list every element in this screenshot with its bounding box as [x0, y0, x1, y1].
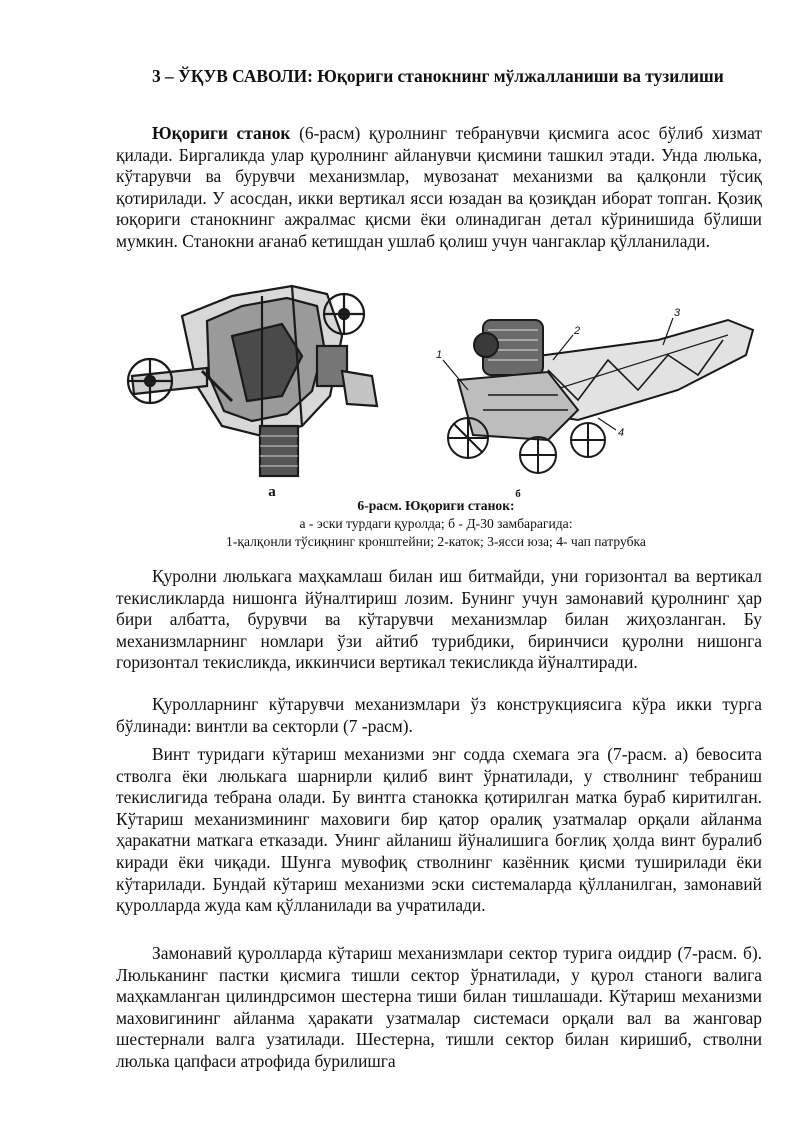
section-heading: 3 – ЎҚУВ САВОЛИ: Юқориги станокнинг мўлжалланиши ва тузилиши: [152, 66, 724, 86]
paragraph-2: Қуролни люлькага маҳкамлаш билан иш битмайди, уни горизонтал ва вертикал текисликларда нишонга йўналтириш лозим. Бунинг учун замонавий қуролнинг ҳар бири албатта, бурувчи ва кўтарувчи механизмлар билан жиҳозланган. Бу механизмларнинг номлари ўзи айтиб турибдики, биринчиси қуролни нишонга горизонтал текисликда, иккинчиси вертикал текисликда йўналтиради.: [116, 566, 762, 673]
part-label-2: 2: [574, 325, 581, 337]
part-label-3: 3: [674, 307, 681, 319]
paragraph-4: Винт туридаги кўтариш механизми энг содда схемага эга (7-расм. а) бевосита стволга ёки люлькага шарнирли қилиб винт ўрнатилади, у стволнинг тебраниш текислигида тебрана олади. Бу винтга станокка қотирилган матка бураб киритилган. Кўтариш механизмининг маховиги бир қатор оралиқ узатмалар орқали айланма ҳаракатни маткага етказади. Унинг айланиш йўналишига боғлиқ ҳолда винт буралиб киради ёки чиқади. Шунга мувофиқ стволнинг казённик қисми туширилади ёки кўтарилади. Бундай кўтариш механизми эски системаларда қўлланилган, замонавий қуролларда жуда кам қўлланилади ва учратилади.: [116, 744, 762, 916]
term-upper-carriage: Юқориги станок: [152, 123, 291, 143]
figure-b-illustration: [428, 300, 768, 480]
paragraph-1: [116, 123, 762, 253]
figure-caption-legend: 1-қалқонли тўсиқнинг кронштейни; 2-каток; 3-ясси юза; 4- чап патрубка: [226, 534, 646, 549]
figure-caption-title: 6-расм. Юқориги станок:: [357, 498, 515, 513]
figure-a-illustration: [112, 276, 412, 482]
figure-label-b: б: [515, 488, 521, 500]
part-label-1: 1: [436, 349, 443, 361]
paragraph-5: Замонавий қуролларда кўтариш механизмлари сектор турига оиддир (7-расм. б). Люльканинг пастки қисмига тишли сектор ўрнатилади, у қурол станоги валига маҳкамланган цилиндрсимон шестерна тиши билан тишлашади. Кўтариш механизми маховигининг айланма ҳаракати узатмалар системаси орқали вал ва жанговар шестернали валга узатилади. Шестерна, тишли сектор билан киришиб, стволни люлька цапфаси атрофида бурилишга: [116, 943, 762, 1071]
figure-caption-line: а - эски турдаги қуролда; б - Д-30 замбарагида:: [299, 516, 573, 531]
paragraph-3: Қуролларнинг кўтарувчи механизмлари ўз конструкциясига кўра икки турга бўлинади: винтли ва секторли (7 -расм).: [116, 694, 762, 736]
part-label-4: 4: [618, 427, 625, 439]
figure-label-a: а: [268, 484, 276, 500]
paragraph-1-text: (6-расм) қуролнинг тебранувчи қисмига асос бўлиб хизмат қилади. Биргаликда улар қуролнинг айланувчи қисмини ташкил этади. Унда люлька, кўтарувчи ва бурувчи механизмлар, мувозанат механизми ва қалқонли тўсиқ қотирилади. У асосдан, икки вертикал ясси юзадан ва қозиқдан иборат топган. Қозиқ юқориги станокнинг ажралмас қисми ёки олинадиган детал кўринишида бўлиши мумкин. Станокни ағанаб кетишдан ушлаб қолиш учун чангаклар қўлланилади.: [116, 123, 762, 251]
